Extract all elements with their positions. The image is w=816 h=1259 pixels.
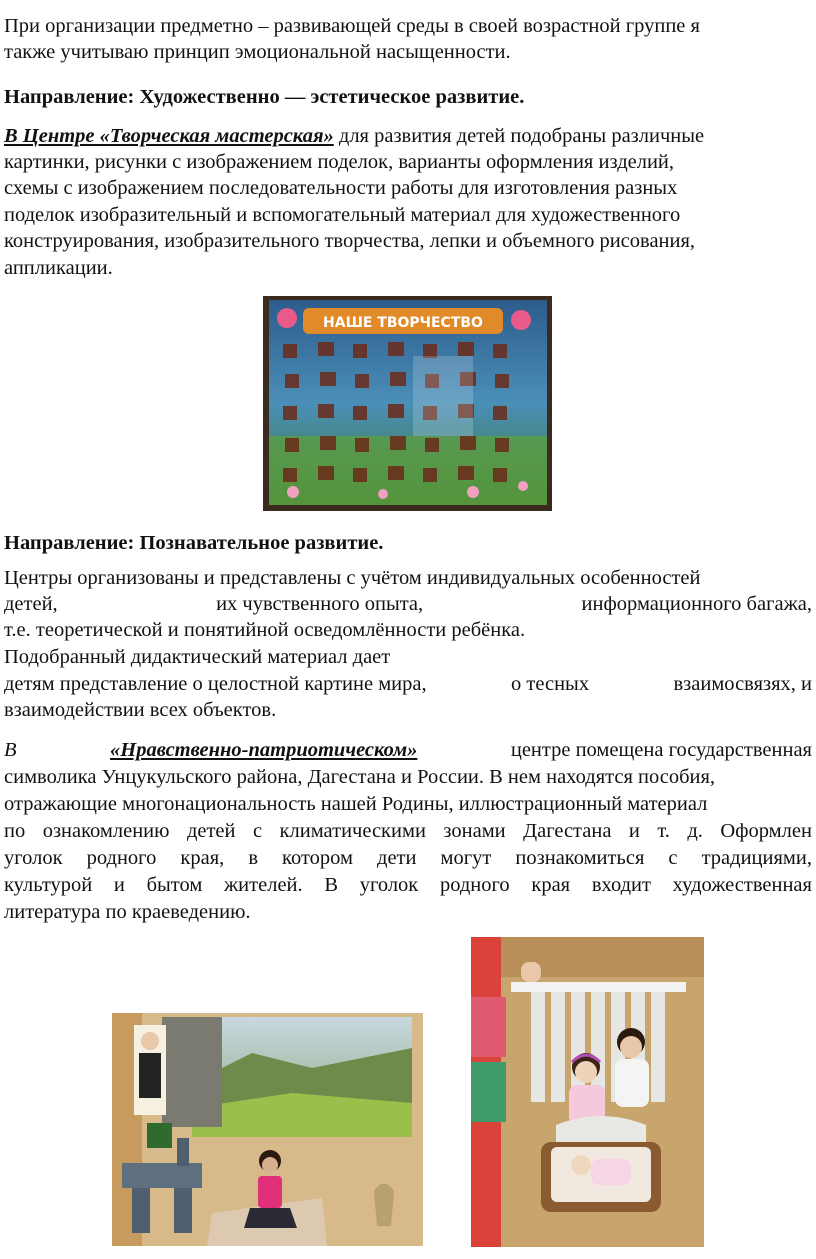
word: по [4, 820, 26, 842]
word: и [628, 820, 640, 842]
cognitive-line-1: Центры организованы и представлены с учётом индивидуальных особенностей [4, 567, 701, 589]
word: в [248, 847, 258, 869]
patriotic-line-6 [4, 873, 812, 898]
native-land-corner-photo [112, 1013, 423, 1246]
center-name-moral-patriotic: «Нравственно-патриотическом» [110, 739, 418, 761]
cognitive-line-5-word: о тесных [511, 673, 590, 695]
art-para-line-2: картинки, рисунки с изображением поделок, варианты оформления изделий, [4, 151, 675, 173]
cognitive-line-2-word: детей, [4, 593, 58, 615]
cognitive-line-5 [4, 672, 812, 697]
word: с [252, 820, 263, 842]
word: Оформлен [720, 820, 812, 842]
word: т. [657, 820, 670, 842]
creative-board-photo [263, 296, 552, 511]
patriotic-line-1 [4, 738, 812, 763]
word: бытом [146, 874, 203, 896]
word: традициями, [701, 847, 812, 869]
section-heading-cognitive: Направление: Познавательное развитие. [4, 532, 384, 554]
art-para-line-5: конструирования, изобразительного творчества, лепки и объемного рисования, [4, 230, 696, 252]
word: котором [282, 847, 353, 869]
patriotic-line-7: литература по краеведению. [4, 901, 251, 923]
word: климатическими [279, 820, 426, 842]
doll-corner-photo [471, 937, 704, 1247]
word: художественная [672, 874, 812, 896]
word: родного [439, 874, 510, 896]
cognitive-line-6: взаимодействии всех объектов. [4, 699, 277, 721]
word: д. [687, 820, 703, 842]
word: В [324, 874, 339, 896]
word: с [668, 847, 678, 869]
word: и [113, 874, 125, 896]
patriotic-line-4 [4, 819, 812, 844]
cognitive-line-4: Подобранный дидактический материал дает [4, 646, 391, 668]
art-para-line-3: схемы с изображением последовательности работы для изготовления разных [4, 177, 678, 199]
patriotic-line-2: символика Унцукульского района, Дагестана и России. В нем находятся пособия, [4, 766, 716, 788]
word: жителей. [224, 874, 303, 896]
word: познакомиться [515, 847, 645, 869]
cognitive-line-5-word: детям представление о целостной картине мира, [4, 673, 427, 695]
word: ознакомлению [42, 820, 170, 842]
art-para-line-1-text: для развития детей подобраны различные [338, 125, 705, 147]
intro-line-1: При организации предметно – развивающей среды в своей возрастной группе я [4, 15, 700, 37]
intro-line-2: также учитываю принцип эмоциональной насыщенности. [4, 41, 511, 63]
word: входит [591, 874, 651, 896]
cognitive-line-2-word: их чувственного опыта, [216, 593, 424, 615]
word: уголок [4, 847, 63, 869]
cognitive-line-2 [4, 592, 812, 617]
patriotic-line-3: отражающие многонациональность нашей Родины, иллюстрационный материал [4, 793, 708, 815]
word: культурой [4, 874, 93, 896]
art-para-line-1 [4, 124, 812, 149]
word: края, [180, 847, 225, 869]
word: края [531, 874, 571, 896]
section-heading-art: Направление: Художественно — эстетическое развитие. [4, 86, 525, 108]
cognitive-line-2-word: информационного багажа, [581, 593, 812, 615]
cognitive-line-3: т.е. теоретической и понятийной осведомлённости ребёнка. [4, 619, 526, 641]
cognitive-line-5-word: взаимосвязях, и [673, 673, 812, 695]
word: родного [86, 847, 157, 869]
patriotic-line-1-rest: центре помещена государственная [510, 739, 812, 761]
patriotic-prefix: В [4, 739, 17, 761]
word: Дагестана [523, 820, 612, 842]
word: детей [186, 820, 236, 842]
word: уголок [359, 874, 419, 896]
art-para-line-6: аппликации. [4, 257, 113, 279]
patriotic-line-5 [4, 846, 812, 871]
center-name-creative-workshop: В Центре «Творческая мастерская» [4, 125, 334, 147]
word: могут [440, 847, 492, 869]
word: зонами [443, 820, 506, 842]
board-banner-title: НАШЕ ТВОРЧЕСТВО [323, 315, 483, 331]
word: дети [377, 847, 417, 869]
art-para-line-4: поделок изобразительный и вспомогательный материал для художественного [4, 204, 681, 226]
